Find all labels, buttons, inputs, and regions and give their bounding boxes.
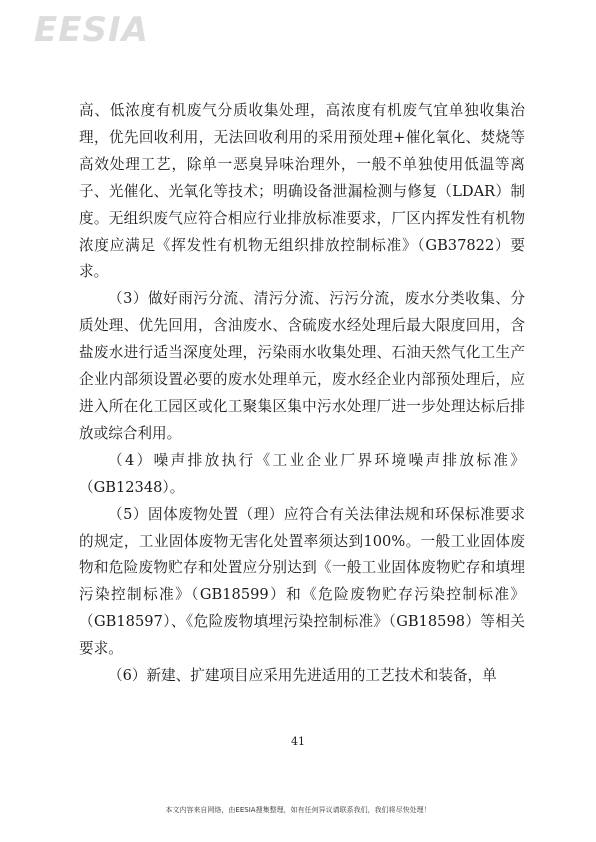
paragraph-5: （6）新建、扩建项目应采用先进适用的工艺技术和装备，单 <box>108 667 497 685</box>
eesia-logo: EESIA <box>34 10 149 50</box>
paragraph-2: （3）做好雨污分流、清污分流、污污分流，废水分类收集、分质处理、优先回用，含油废水、含硫废水经处理后最大限度回用，含盐废水进行适当深度处理，污染雨水收集处理、石油天然气化工生产企业内部须设置必要的废水处理单元，废水经企业内部预处理后，应进入所在化工园区或化工聚集区集中污水处理厂进一步处理达标后排放或综合利用。 <box>79 290 525 442</box>
document-body <box>79 98 525 690</box>
page-number: 41 <box>291 735 305 748</box>
paragraph-4: （5）固体废物处置（理）应符合有关法律法规和环保标准要求的规定，工业固体废物无害化处置率须达到100%。一般工业固体废物和危险废物贮存和处置应分别达到《一般工业固体废物贮存和填埋污染控制标准》（GB18599）和《危险废物贮存污染控制标准》（GB18597）、《危险废物填埋污染控制标准》（GB18598）等相关要求。 <box>79 505 525 658</box>
footer-notice: 本文内容来自网络，由EESIA搜集整理，如有任何异议请联系我们，我们将尽快处理！ <box>165 806 431 814</box>
paragraph-3: （4）噪声排放执行《工业企业厂界环境噪声排放标准》（GB12348）。 <box>79 451 525 496</box>
paragraph-1: 高、低浓度有机废气分质收集处理，高浓度有机废气宜单独收集治理，优先回收利用，无法回收利用的采用预处理+催化氧化、焚烧等高效处理工艺，除单一恶臭异味治理外，一般不单独使用低温等离子、光催化、光氧化等技术；明确设备泄漏检测与修复（LDAR）制度。无组织废气应符合相应行业排放标准要求，厂区内挥发性有机物浓度应满足《挥发性有机物无组织排放控制标准》（GB37822）要求。 <box>79 102 525 281</box>
